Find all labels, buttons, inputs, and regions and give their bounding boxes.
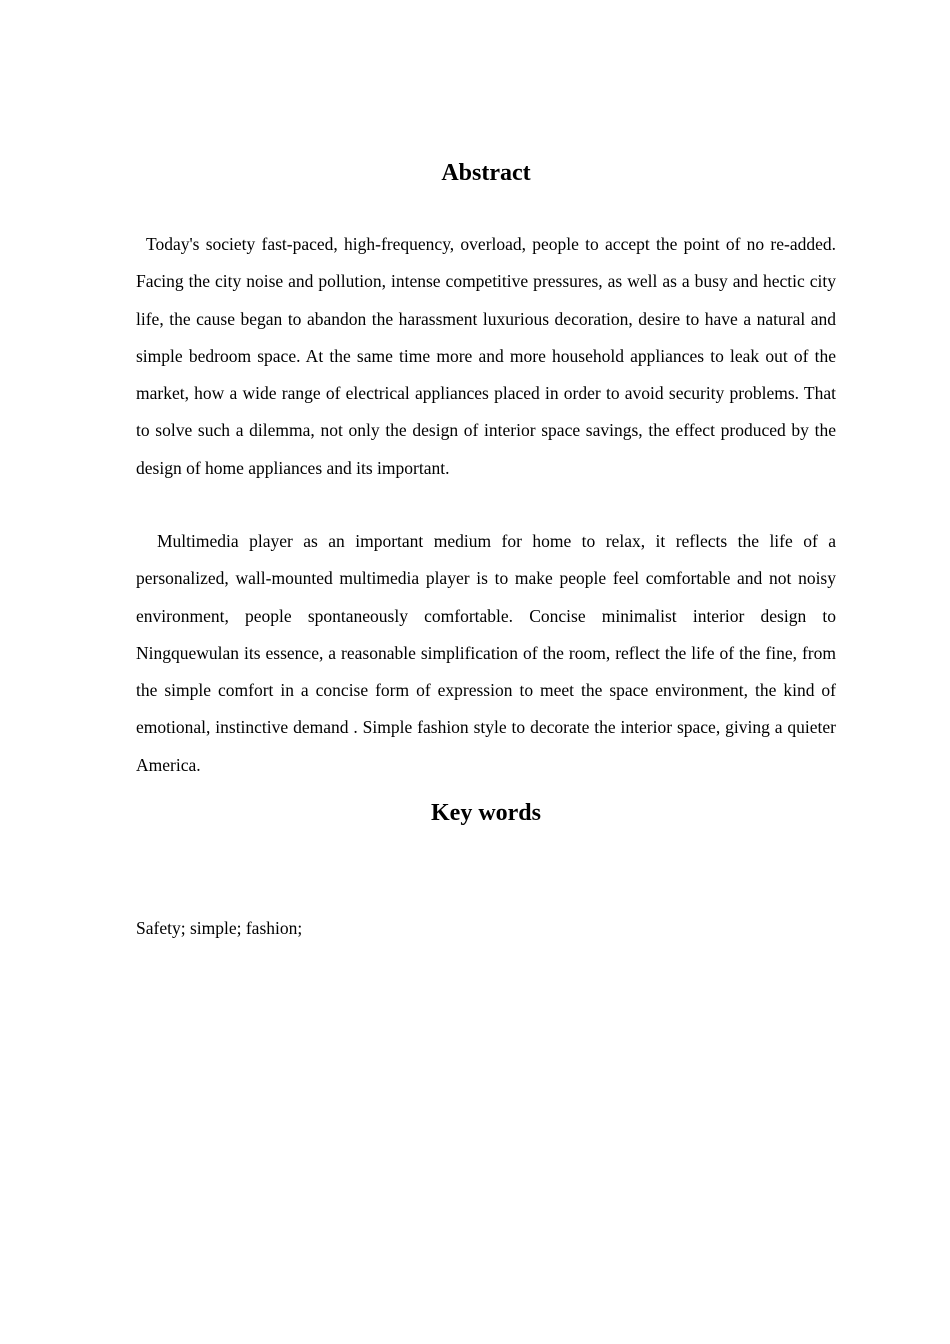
abstract-heading: Abstract bbox=[441, 160, 531, 186]
abstract-paragraph-2: Multimedia player as an important medium for home to relax, it reflects the life of a personalized, wall-mounted multimedia player is to make people feel comfortable and not noisy environment, people spontaneously comfortable. Concise minimalist interior design to Ningquewulan its essence, a reasonable simplification of the room, reflect the life of the fine, from the simple comfort in a concise form of expression to meet the space environment, the kind of emotional, instinctive demand . Simple fashion style to decorate the interior space, giving a quieter America. bbox=[136, 531, 836, 775]
keywords-text: Safety; simple; fashion; bbox=[136, 918, 303, 938]
abstract-paragraph-1: Today's society fast-paced, high-frequency, overload, people to accept the point of no re-added. Facing the city noise and pollution, intense competitive pressures, as well as a busy and hectic city life, the cause began to abandon the harassment luxurious decoration, desire to have a natural and simple bedroom space. At the same time more and more household appliances to leak out of the market, how a wide range of electrical appliances placed in order to avoid security problems. That to solve such a dilemma, not only the design of interior space savings, the effect produced by the design of home appliances and its important. bbox=[136, 234, 836, 478]
keywords-heading: Key words bbox=[431, 800, 541, 826]
